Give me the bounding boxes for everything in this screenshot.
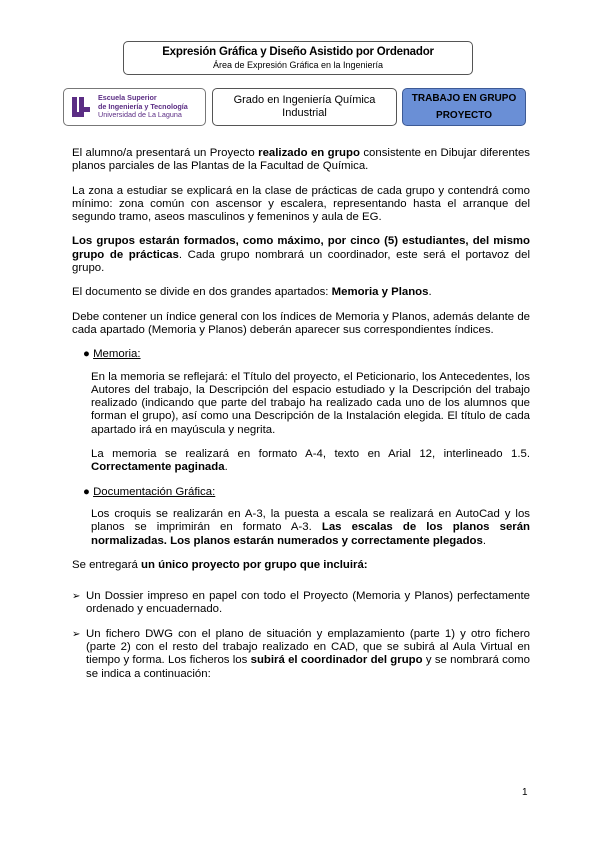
logo-line-1: Escuela Superior [98, 93, 157, 102]
paragraph-delivery: Se entregará un único proyecto por grupo que incluirá: [72, 558, 368, 571]
memoria-paragraph-1: En la memoria se reflejará: el Título del proyecto, el Peticionario, los Antecedentes, los Autores del trabajo, la Descripción del espacio estudiado y la Descripción del trabajo realizado (indicando que parte del trabajo ha realizado cada uno de los alumnos que forman el grupo), así como una Descripción de la Instalación elegida. El título de cada apartado irá en mayúscula y negrita. [91, 370, 530, 436]
page-number: 1 [522, 787, 528, 798]
paragraph-groups: Los grupos estarán formados, como máximo, por cinco (5) estudiantes, del mismo grupo de prácticas. Cada grupo nombrará un coordinador, este será el portavoz del grupo. [72, 235, 530, 275]
memoria-paragraph-2: La memoria se realizará en formato A-4, texto en Arial 12, interlineado 1.5. Correctamente paginada. [91, 448, 530, 474]
assignment-line-1: TRABAJO EN GRUPO [411, 93, 517, 104]
assignment-line-2: PROYECTO [436, 110, 492, 121]
degree-line-1: Grado en Ingeniería Química [233, 94, 376, 106]
list-item: ➢ Un fichero DWG con el plano de situación y emplazamiento (parte 1) y otro fichero (parte 2) con el resto del trabajo realizado en CAD, que se subirá al Aula Virtual en tiempo y forma. Los ficheros los subirá el coordinador del grupo y se nombrará como se indica a continuación: [72, 627, 530, 680]
arrow-bullet-icon: ➢ [72, 591, 81, 603]
documentacion-paragraph: Los croquis se realizarán en A-3, la puesta a escala se realizará en AutoCad y los planos se imprimirán en formato A-3. Las escalas de los planos serán normalizadas. Los planos estarán numerados y correctamente plegados. [91, 507, 530, 547]
bullet-memoria: ● Memoria: [83, 348, 141, 361]
memoria-section [91, 371, 530, 475]
paragraph-index: Debe contener un índice general con los índices de Memoria y Planos, además delante de cada apartado (Memoria y Planos) deberán aparecer sus correspondientes índices. [72, 310, 530, 336]
logo-text [98, 94, 188, 120]
bullet-documentacion: ● Documentación Gráfica: [83, 485, 216, 498]
bullet-dot-icon: ● [83, 485, 90, 498]
header-subtitle: Área de Expresión Gráfica en la Ingeniería [212, 60, 384, 70]
degree-line-2: Industrial [282, 107, 327, 119]
documentacion-section [91, 508, 530, 548]
paragraph-intro: El alumno/a presentará un Proyecto realizado en grupo consistente en Dibujar diferentes planos parciales de las Plantas de la Facultad de Química. [72, 147, 531, 173]
logo-line-3: Universidad de La Laguna [98, 110, 182, 120]
university-logo [63, 88, 206, 126]
bullet-dot-icon: ● [83, 348, 90, 361]
header-title: Expresión Gráfica y Diseño Asistido por Ordenador [162, 46, 434, 58]
document-body [72, 147, 530, 692]
arrow-bullet-icon: ➢ [72, 628, 81, 640]
logo-line-2: de Ingeniería y Tecnología [98, 101, 188, 111]
paragraph-zone: La zona a estudiar se explicará en la clase de prácticas de cada grupo y contendrá como mínimo: zona común con ascensor y escalera, representando hasta el arranque del segundo tramo, aseos masculinos y femeninos y aula de EG. [72, 184, 530, 224]
document-header [123, 41, 473, 75]
list-item: ➢ Un Dossier impreso en papel con todo el Proyecto (Memoria y Planos) perfectamente ordenado y encuadernado. [72, 590, 530, 616]
assignment-badge [402, 88, 526, 126]
paragraph-sections: El documento se divide en dos grandes apartados: Memoria y Planos. [72, 286, 432, 299]
degree-box [212, 88, 397, 126]
ull-logo-icon [70, 95, 92, 119]
